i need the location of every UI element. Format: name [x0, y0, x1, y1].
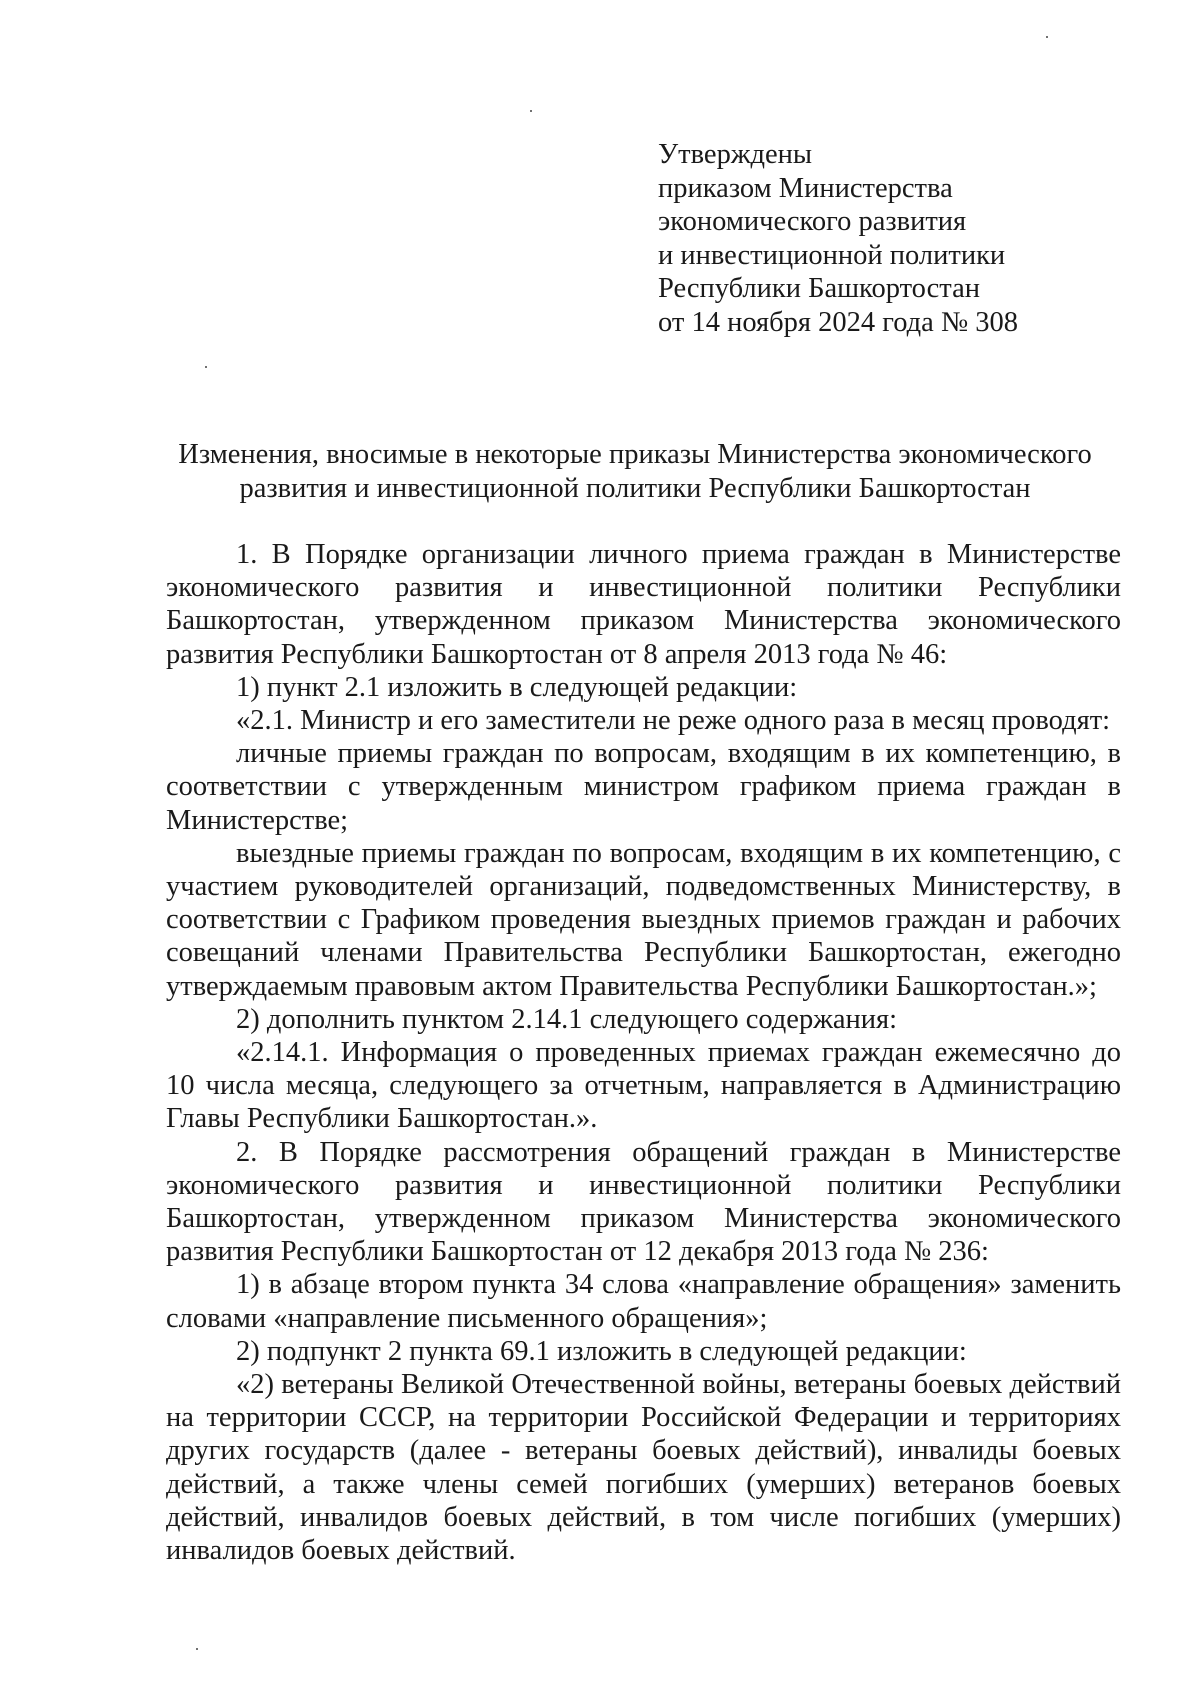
paragraph: 2) дополнить пунктом 2.14.1 следующего содержания: — [236, 1003, 898, 1035]
approval-line: Республики Башкортостан — [658, 273, 980, 305]
scan-speck — [1046, 36, 1048, 38]
scan-speck — [196, 1648, 198, 1650]
approval-line: экономического развития — [658, 206, 967, 238]
scan-speck — [205, 366, 207, 368]
paragraph: «2) ветераны Великой Отечественной войны, ветераны боевых действий на территории СССР, на территории Российской Федерации и территориях других государств (далее - ветераны боевых действий), инвалиды боевых действий, а также члены семей погибших (умерших) ветеранов боевых действий, инвалидов боевых действий, в том числе погибших (умерших) инвалидов боевых действий. — [166, 1369, 1121, 1567]
approval-line: и инвестиционной политики — [658, 239, 1006, 271]
document-title: Изменения, вносимые в некоторые приказы Министерства экономического развития и инвестиционной политики Республики Башкортостан — [178, 439, 1092, 504]
approval-line: Утверждены — [658, 139, 813, 170]
paragraph: личные приемы граждан по вопросам, входящим в их компетенцию, в соответствии с утвержденным министром графиком приема граждан в Министерстве; — [166, 738, 1121, 836]
paragraph: 2. В Порядке рассмотрения обращений граждан в Министерстве экономического развития и инвестиционной политики Республики Башкортостан, утвержденном приказом Министерства экономического развития Республики Башкортостан от 12 декабря 2013 года № 236: — [166, 1136, 1121, 1268]
approval-line: приказом Министерства — [658, 172, 953, 204]
scan-speck — [530, 110, 532, 112]
paragraph: 1) в абзаце втором пункта 34 слова «направление обращения» заменить словами «направление письменного обращения»; — [166, 1269, 1121, 1334]
approval-stamp — [658, 138, 1138, 340]
approval-line: от 14 ноября 2024 года № 308 — [658, 306, 1019, 338]
paragraph: выездные приемы граждан по вопросам, входящим в их компетенцию, с участием руководителей организаций, подведомственных Министерству, в соответствии с Графиком проведения выездных приемов граждан и рабочих совещаний членами Правительства Республики Башкортостан, ежегодно утверждаемым правовым актом Правительства Республики Башкортостан.»; — [166, 837, 1121, 1002]
paragraph: «2.1. Министр и его заместители не реже одного раза в месяц проводят: — [236, 705, 1111, 737]
paragraph: 1. В Порядке организации личного приема граждан в Министерстве экономического развития и инвестиционной политики Республики Башкортостан, утвержденном приказом Министерства экономического развития Республики Башкортостан от 8 апреля 2013 года № 46: — [166, 539, 1121, 670]
paragraph: «2.14.1. Информация о проведенных приемах граждан ежемесячно до 10 числа месяца, следующего за отчетным, направляется в Администрацию Главы Республики Башкортостан.». — [166, 1037, 1121, 1135]
paragraph: 1) пункт 2.1 изложить в следующей редакции: — [236, 671, 798, 703]
document-body — [166, 538, 1121, 1567]
paragraph: 2) подпункт 2 пункта 69.1 изложить в следующей редакции: — [236, 1335, 967, 1367]
